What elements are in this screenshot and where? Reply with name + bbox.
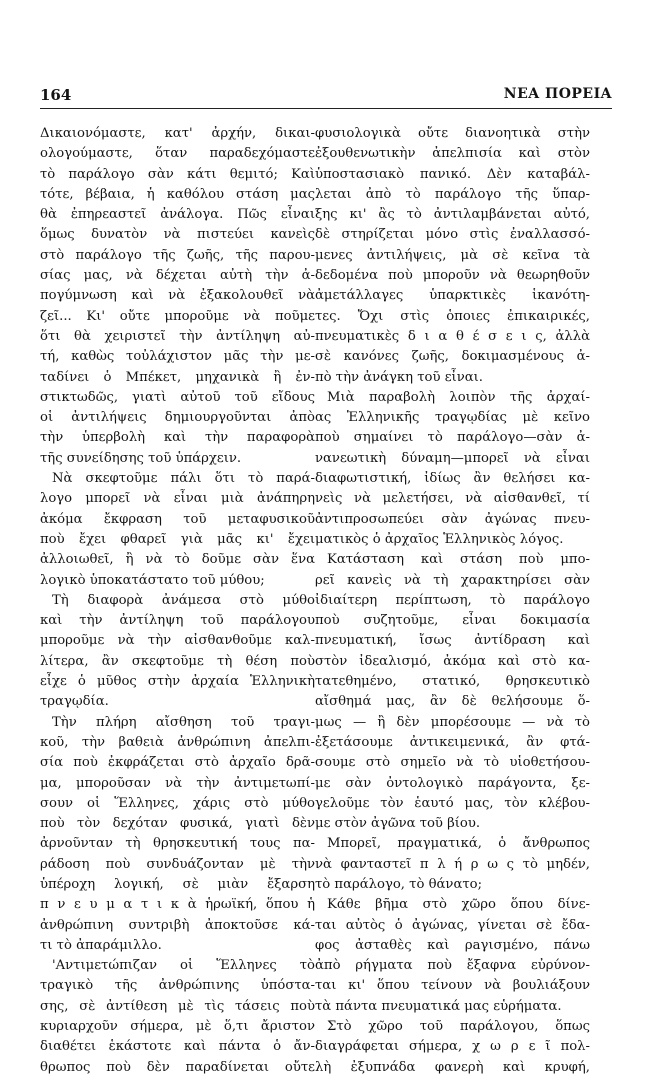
text-line: νὰ φανταστεῖ π λ ή ρ ω ς τὸ μηδέν, xyxy=(315,856,590,872)
text-line: αἴσθημά μας, ἂν δὲ θελήσουμε ὅ- xyxy=(315,694,590,710)
text-line: Κάθε βῆμα στὸ χῶρο ὅπου δίνε- xyxy=(327,897,590,913)
text-line: λὴ ἐξυπνάδα φανερὴ καὶ κρυφή, xyxy=(315,1059,590,1075)
text-line: τότε, βέβαια, ἡ καθόλου στάση μας xyxy=(40,186,315,202)
right-column xyxy=(315,124,590,1078)
text-line: ποὺ ἔχει φθαρεῖ γιὰ μᾶς κι' ἔχει xyxy=(40,531,315,547)
text-line: ται αὐτὸς ὁ ἀγώνας, γίνεται σὲ ἔδα- xyxy=(315,917,590,933)
text-line: π ν ε υ μ α τ ι κ ὰ ἡρωϊκή, ὅπου ἡ xyxy=(40,897,315,913)
text-line: οἱ ἀντιλήψεις δημιουργοῦνται ἀπὸ xyxy=(40,410,315,426)
text-line: εἶχε ὁ μῦθος στὴν ἀρχαία Ἑλληνικὴ xyxy=(40,674,315,690)
header-rule xyxy=(40,108,612,109)
text-line: νεὶς νὰ μελετήσει, νὰ αἰσθανθεῖ, τί xyxy=(315,491,590,507)
text-line: καὶ τὴν ἀντίληψη τοῦ παράλογου xyxy=(40,613,315,629)
text-line: διαθέτει ἑκάστοτε καὶ πάντα ὁ ἄν- xyxy=(40,1039,315,1055)
text-line: μως — ἢ δὲν μπορέσουμε — νὰ τὸ xyxy=(315,714,590,730)
text-line: Τὴ διαφορὰ ἀνάμεσα στὸ μύθο xyxy=(52,592,315,608)
text-line: σία ποὺ ἐκφράζεται στὸ ἀρχαῖο δρᾶ- xyxy=(40,755,315,771)
text-line: ἀρνοῦνταν τὴ θρησκευτική τους πα- xyxy=(40,836,315,852)
text-line: Κατάσταση καὶ στάση ποὺ μπο- xyxy=(327,552,590,568)
text-line: στικτωδῶς, γιατὶ αὐτοῦ τοῦ εἴδους xyxy=(40,389,315,405)
text-line: με σὰν ὀντολογικὸ παράγοντα, ξε- xyxy=(315,775,590,791)
text-line: ἀνθρώπινη συντριβὴ ἀποκτοῦσε κά- xyxy=(40,917,315,933)
text-line: λογικὸ ὑποκατάστατο τοῦ μύθου; xyxy=(40,572,265,588)
text-line: σης, σὲ ἀντίθεση μὲ τὶς τάσεις ποὺ xyxy=(40,998,315,1014)
text-line: Μπορεῖ, πραγματικά, ὁ ἄνθρωπος xyxy=(327,836,590,852)
text-line: ὅτι θὰ χειριστεῖ τὴν ἀντίληψη αὐ- xyxy=(40,328,315,344)
text-line: ὑποστασιακὸ πανικό. Δὲν καταβάλ- xyxy=(315,166,590,182)
text-line: διαγράφεται σήμερα, χ ω ρ ε ῖ πολ- xyxy=(315,1039,590,1055)
text-line: ἐξουθενωτικὴν ἀπελπισία καὶ στὸν xyxy=(315,146,590,162)
text-line: δὲ στηρίζεται μόνο στὶς ἐναλλασσό- xyxy=(315,227,590,243)
text-line: στὸν ἰδεαλισμό, ἀκόμα καὶ στὸ κα- xyxy=(315,653,590,669)
running-title: ΝΕΑ ΠΟΡΕΙΑ xyxy=(503,86,612,102)
text-line: 'Αντιμετώπιζαν οἱ Ἕλληνες τὸ xyxy=(52,958,315,974)
text-line: ρεῖ κανεὶς νὰ τὴ χαρακτηρίσει σὰν xyxy=(315,572,590,588)
text-line: μποροῦμε νὰ τὴν αἰσθανθοῦμε καλ- xyxy=(40,633,315,649)
text-line: νανεωτικὴ δύναμη—μπορεῖ νὰ εἶναι xyxy=(315,450,590,466)
text-line: πὸ τὴν ἀνάγκη τοῦ εἶναι. xyxy=(315,369,483,385)
text-line: πνευματικὲς δ ι α θ έ σ ε ι ς, ἀλλὰ xyxy=(315,328,590,344)
page-number: 164 xyxy=(40,86,72,104)
text-line: τὰ πάντα πνευματικά μας εὑρήματα. xyxy=(315,998,562,1014)
text-line: τῆς συνείδησης τοῦ ὑπάρχειν. xyxy=(40,450,242,466)
text-line: ποὺ τὸν δεχόταν φυσικά, γιατὶ δὲν xyxy=(40,816,315,832)
text-line: ἀλλοιωθεῖ, ἢ νὰ τὸ δοῦμε σὰν ἕνα xyxy=(40,552,315,568)
text-line: λεται ἀπὸ τὸ παράλογο τῆς ὕπαρ- xyxy=(315,186,590,202)
text-line: τή, καθὼς τοὐλάχιστον μᾶς τὴν με- xyxy=(40,349,315,365)
text-line: πνευματική, ἴσως ἀντίδραση καὶ xyxy=(315,633,590,649)
text-line: ξης κι' ἂς τὸ ἀντιλαμβάνεται αὐτό, xyxy=(315,207,590,223)
text-line: ποὺ συζητοῦμε, εἶναι δοκιμασία xyxy=(315,613,590,629)
text-line: Νὰ σκεφτοῦμε πάλι ὅτι τὸ παρά- xyxy=(52,471,315,487)
text-line: με στὸν ἀγῶνα τοῦ βίου. xyxy=(315,816,481,832)
page-header xyxy=(40,86,612,108)
text-line: ἰδιαίτερη περίπτωση, τὸ παράλογο xyxy=(315,592,590,608)
text-line: τραγῳδία. xyxy=(40,694,109,710)
text-line: σουμε στὸ σημεῖο νὰ τὸ υἱοθετήσου- xyxy=(315,755,590,771)
text-line: ζεῖ... Κι' οὔτε μποροῦμε νὰ ποῦμε xyxy=(40,308,315,324)
text-line: γελοῦμε τὸν ἑαυτό μας, τὸν κλέβου- xyxy=(315,795,590,811)
text-line: φος ἀσταθὲς καὶ ρaγισμένο, πάνω xyxy=(315,937,590,953)
text-line: λογο μπορεῖ νὰ εἶναι μιὰ ἀνάπηρη xyxy=(40,491,315,507)
text-line: ἀντιπροσωπεύει σὰν ἀγώνας πνευ- xyxy=(315,511,590,527)
text-line: πογύμνωση καὶ νὰ ἐξακολουθεῖ νὰ xyxy=(40,288,315,304)
text-line: θὰ ἐπηρεαστεῖ ἀνάλογα. Πῶς εἶναι xyxy=(40,207,315,223)
text-line: ὅμως δυνατὸν νὰ πιστεύει κανεὶς xyxy=(40,227,315,243)
text-line: κυριαρχοῦν σήμερα, μὲ ὅ,τι ἄριστον xyxy=(40,1019,315,1035)
text-line: τες. Ὄχι στὶς ὁποιες ἐπικαιρικές, xyxy=(315,308,590,324)
text-line: Μιὰ παραβολὴ λοιπὸν τῆς ἀρχαί- xyxy=(327,389,590,405)
text-line: δεδομένα ποὺ μποροῦν νὰ θεωρηθοῦν xyxy=(315,268,590,284)
text-line: ἀμετάλλαγες ὑπαρκτικὲς ἱκανότη- xyxy=(315,288,590,304)
text-line: θρωπος ποὺ δὲν παραδίνεται οὔτε xyxy=(40,1059,315,1075)
text-line: ολογούμαστε, ὅταν παραδεχόμαστε xyxy=(40,146,315,162)
text-line: ἐξετάσουμε ἀντικειμενικά, ἂν φτά- xyxy=(315,734,590,750)
text-line: ποὺ σημαίνει τὸ παράλογο—σὰν ἀ- xyxy=(315,430,590,446)
text-line: μενες ἀντιλήψεις, μὰ σὲ κεῖνα τὰ xyxy=(315,247,590,263)
text-line: ας Ἑλληνικῆς τραγῳδίας μὲ κεῖνο xyxy=(315,410,590,426)
text-line: φυσιολογικὰ οὔτε διανοητικὰ στὴν xyxy=(315,126,590,141)
text-line: ράδοση ποὺ συνδυάζονταν μὲ τὴν xyxy=(40,856,315,872)
text-line: Δικαιονόμαστε, κατ' ἀρχήν, δικαι- xyxy=(40,126,315,141)
text-line: τατεθημένο, στατικό, θρησκευτικὸ xyxy=(315,674,590,690)
text-line: τι τὸ ἀπαράμιλλο. xyxy=(40,937,162,953)
text-line: στὸ παράλογο τῆς ζωῆς, τῆς παρου- xyxy=(40,247,315,263)
text-line: τὸ παράλογο, τὸ θάνατο; xyxy=(315,876,483,892)
text-line: σὲ κανόνες ζωῆς, δοκιμασμένους ἀ- xyxy=(315,349,590,365)
text-line: λίτερα, ἂν σκεφτοῦμε τὴ θέση ποὺ xyxy=(40,653,315,669)
text-line: ἀκόμα ἔκφραση τοῦ μεταφυσικοῦ xyxy=(40,511,315,527)
text-line: τὴν ὑπερβολὴ καὶ τὴν παραφορὰ xyxy=(40,430,315,446)
text-line: Στὸ χῶρο τοῦ παράλογου, ὅπως xyxy=(327,1019,590,1035)
text-line: κοῦ, τὴν βαθειὰ ἀνθρώπινη ἀπελπι- xyxy=(40,734,315,750)
left-column xyxy=(40,124,315,1078)
text-line: μα, μποροῦσαν νὰ τὴν ἀντιμετωπί- xyxy=(40,775,315,791)
text-line: ὑπέροχη λογική, σὲ μιὰν ἔξαρση xyxy=(40,876,315,892)
text-line: σουν οἱ Ἕλληνες, χάρις στὸ μύθο xyxy=(40,795,315,811)
text-line: ἀπὸ ρήγματα ποὺ ἔξαφνα εὐρύνον- xyxy=(315,958,590,974)
text-line: Τὴν πλήρη αἴσθηση τοῦ τραγι- xyxy=(52,714,315,730)
text-line: ταδίνει ὁ Μπέκετ, μηχανικὰ ἢ ἐν- xyxy=(40,369,315,385)
text-line: ματικὸς ὁ ἀρχαῖος Ἑλληνικὸς λόγος. xyxy=(315,531,564,547)
text-line: σίας μας, νὰ δέχεται αὐτὴ τὴν ἀ- xyxy=(40,268,315,284)
text-line: ται κι' ὅπου τείνουν νὰ βουλιάξουν xyxy=(315,978,590,994)
text-line: τραγικὸ τῆς ἀνθρώπινης ὑπόστα- xyxy=(40,978,315,994)
text-line: τὸ παράλογο σὰν κάτι θεμιτό; Καὶ xyxy=(40,166,315,182)
text-line: διαφωτιστική, ἰδίως ἂν θελήσει κα- xyxy=(315,471,590,487)
